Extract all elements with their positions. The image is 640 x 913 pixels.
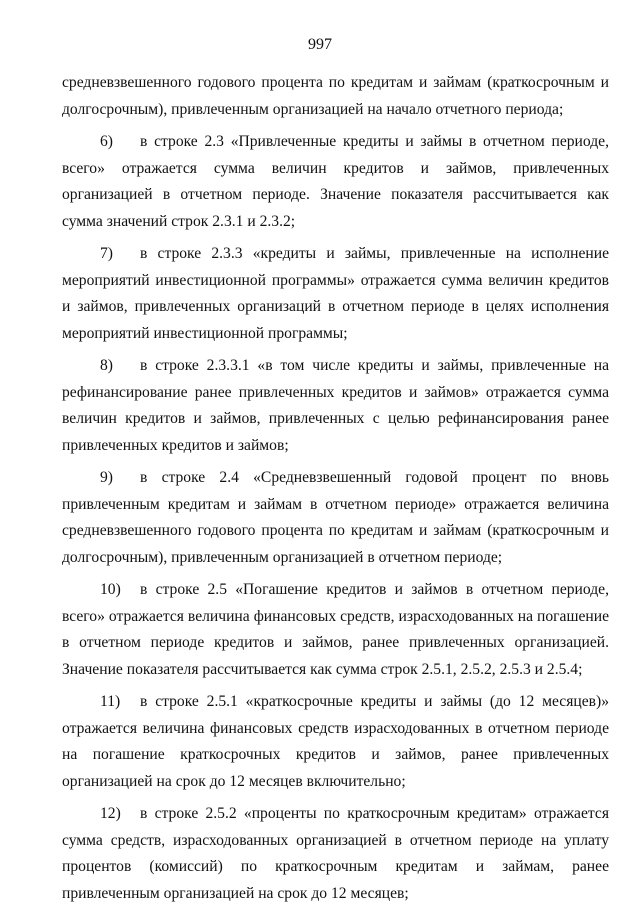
list-item-text: в строке 2.4 «Средневзвешенный годовой процент по вновь привлеченным кредитам и займам в отчетном периоде» отражается величина средневзвешенного годового процента по кредитам и займам (краткосрочным и долгосрочным), привлеченным организацией в отчетном периоде; [62,469,609,566]
list-item-number: 12) [100,805,121,822]
list-item-number: 11) [100,693,121,710]
list-item-10 [62,577,609,683]
list-item-text: в строке 2.5.1 «краткосрочные кредиты и займы (до 12 месяцев)» отражается величина финансовых средств израсходованных в отчетном периоде на погашение краткосрочных кредитов и займов, ранее привлеченных организацией на срок до 12 месяцев включительно; [62,693,609,790]
list-item-number: 6) [100,133,113,150]
list-item-text: в строке 2.3 «Привлеченные кредиты и займы в отчетном периоде, всего» отражается сумма величин кредитов и займов, привлеченных организацией в отчетном периоде. Значение показателя рассчитывается как сумма значений строк 2.3.1 и 2.3.2; [62,133,609,230]
list-item-text: в строке 2.5.2 «проценты по краткосрочным кредитам» отражается сумма средств, израсходованных организацией в отчетном периоде на уплату процентов (комиссий) по краткосрочным кредитам и займам, ранее привлеченным организацией на срок до 12 месяцев; [62,805,609,902]
list-item-6 [62,129,609,235]
list-item-text: в строке 2.5 «Погашение кредитов и займов в отчетном периоде, всего» отражается величина финансовых средств, израсходованных на погашение в отчетном периоде кредитов и займов, ранее привлеченных организацией. Значение показателя рассчитывается как сумма строк 2.5.1, 2.5.2, 2.5.3 и 2.5.4; [62,581,609,678]
list-item-12 [62,801,609,907]
list-item-7 [62,241,609,347]
list-item-number: 7) [100,245,113,262]
list-item-9 [62,465,609,571]
page-number: 997 [308,36,332,53]
list-item-number: 9) [100,469,113,486]
list-item-number: 8) [100,357,113,374]
intro-paragraph: средневзвешенного годового процента по кредитам и займам (краткосрочным и долгосрочным), привлеченным организацией на начало отчетного периода; [62,74,609,118]
list-item-text: в строке 2.3.3.1 «в том числе кредиты и займы, привлеченные на рефинансирование ранее привлеченных кредитов и займов» отражается сумма величин кредитов и займов, привлеченных с целью рефинансирования ранее привлеченных кредитов и займов; [62,357,609,454]
list-item-number: 10) [100,581,121,598]
list-item-text: в строке 2.3.3 «кредиты и займы, привлеченные на исполнение мероприятий инвестиционной программы» отражается сумма величин кредитов и займов, привлеченных организаций в отчетном периоде в целях исполнения мероприятий инвестиционной программы; [62,245,609,342]
document-body [62,70,609,913]
list-item-11 [62,689,609,795]
list-item-8 [62,353,609,459]
